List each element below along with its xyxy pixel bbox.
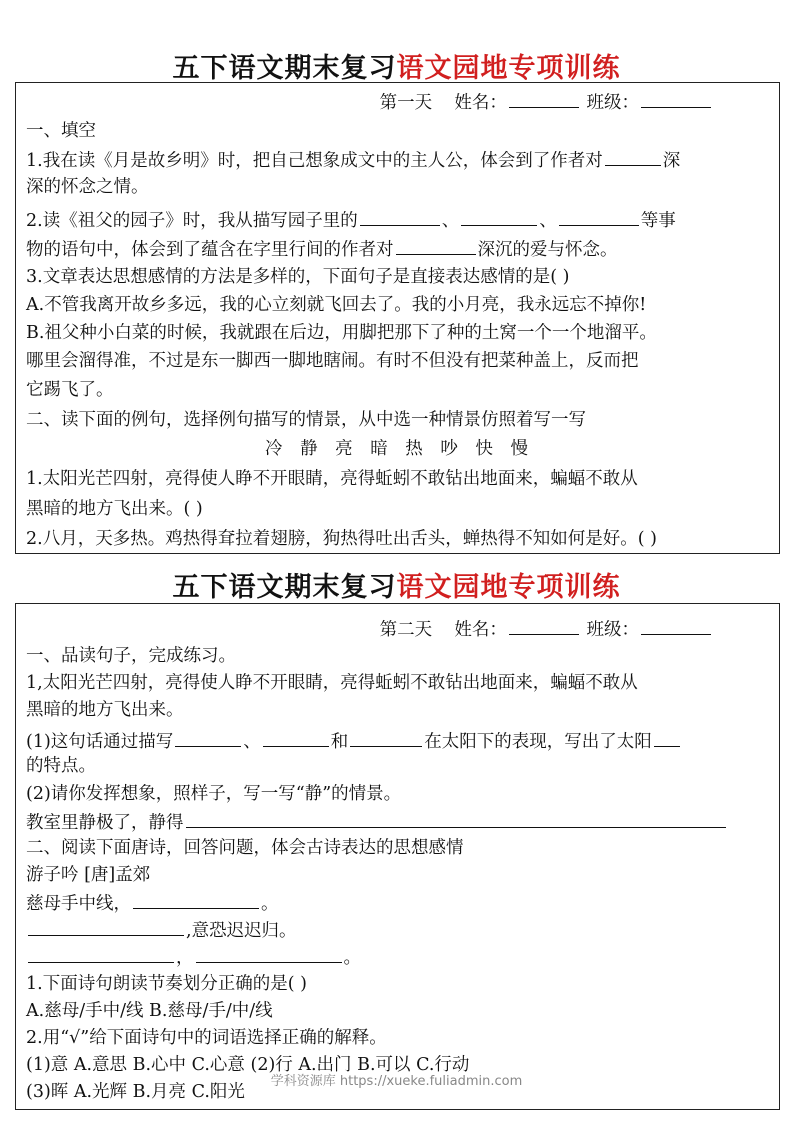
answer-blank[interactable] bbox=[28, 917, 184, 936]
option-line: 它踢飞了。 bbox=[26, 380, 114, 400]
answer-blank[interactable] bbox=[396, 236, 476, 255]
question-line: 教室里静极了，静得 bbox=[26, 809, 773, 835]
answer-blank[interactable] bbox=[654, 728, 680, 747]
question-line: (2)请你发挥想象，照样子，写一写“静”的情景。 bbox=[26, 784, 402, 804]
answer-blank[interactable] bbox=[186, 809, 726, 828]
example-line: 2.八月，天多热。鸡热得耷拉着翅膀，狗热得吐出舌头，蝉热得不知如何是好。( ) bbox=[26, 529, 657, 549]
question-line: 1.下面诗句朗读节奏划分正确的是( ) bbox=[26, 974, 307, 994]
question-line: (1)这句话通过描写 、 和 在太阳下的表现，写出了太阳 bbox=[26, 728, 773, 754]
student-info-header bbox=[26, 616, 773, 642]
answer-blank[interactable] bbox=[605, 147, 661, 166]
name-field[interactable] bbox=[509, 616, 579, 635]
question-line: 1.我在读《月是故乡明》时，把自己想象成文中的主人公，体会到了作者对 深 bbox=[26, 147, 773, 173]
answer-blank[interactable] bbox=[133, 890, 259, 909]
answer-blank[interactable] bbox=[28, 944, 174, 963]
answer-blank[interactable] bbox=[196, 944, 342, 963]
page-title-1 bbox=[0, 46, 793, 85]
option-line: 哪里会溜得准，不过是东一脚西一脚地瞎闹。有时不但没有把菜种盖上，反而把 bbox=[26, 351, 639, 371]
answer-blank[interactable] bbox=[360, 207, 440, 226]
option-line: (3)晖 A.光辉 B.月亮 C.阳光 bbox=[26, 1082, 245, 1102]
section-heading: 二、读下面的例句，选择例句描写的情景，从中选一种情景仿照着写一写 bbox=[26, 410, 586, 430]
day-label: 第一天 bbox=[379, 93, 433, 113]
poem-line: 慈母手中线， 。 bbox=[26, 890, 773, 916]
question-line: 深的怀念之情。 bbox=[26, 177, 149, 197]
poem-line: ， 。 bbox=[26, 944, 773, 970]
option-line: B.祖父种小白菜的时候，我就跟在后边，用脚把那下了种的土窝一个一个地溜平。 bbox=[26, 323, 657, 343]
worksheet-day2 bbox=[15, 603, 780, 1110]
answer-blank[interactable] bbox=[461, 207, 537, 226]
example-line: 黑暗的地方飞出来。( ) bbox=[26, 499, 203, 519]
question-line: 3.文章表达思想感情的方法是多样的，下面句子是直接表达感情的是( ) bbox=[26, 267, 570, 287]
title-highlight: 语文园地专项训练 bbox=[396, 53, 621, 84]
title-text: 五下语文期末复习 bbox=[172, 572, 397, 603]
passage-line: 1,太阳光芒四射，亮得使人睁不开眼睛，亮得蚯蚓不敢钻出地面来，蝙蝠不敢从 bbox=[26, 673, 638, 693]
passage-line: 黑暗的地方飞出来。 bbox=[26, 700, 184, 720]
answer-blank[interactable] bbox=[263, 728, 329, 747]
section-heading: 一、填空 bbox=[26, 121, 96, 141]
page-title-2 bbox=[0, 565, 793, 604]
question-line: 2.读《祖父的园子》时，我从描写园子里的 、 、 等事 bbox=[26, 207, 773, 233]
option-line: A.不管我离开故乡多远，我的心立刻就飞回去了。我的小月亮，我永远忘不掉你! bbox=[26, 295, 647, 315]
poem-line: ,意恐迟迟归。 bbox=[26, 917, 773, 943]
day-label: 第二天 bbox=[379, 620, 433, 640]
watermark-footer: 学科资源库 https://xueke.fuliadmin.com bbox=[270, 1074, 523, 1089]
student-info-header bbox=[26, 89, 773, 115]
question-line: 物的语句中，体会到了蕴含在字里行间的作者对 深沉的爱与怀念。 bbox=[26, 236, 773, 262]
question-line: 的特点。 bbox=[26, 756, 96, 776]
answer-blank[interactable] bbox=[350, 728, 422, 747]
option-line: (1)意 A.意思 B.心中 C.心意 (2)行 A.出门 B.可以 C.行动 bbox=[26, 1055, 470, 1075]
title-highlight: 语文园地专项训练 bbox=[396, 572, 621, 603]
name-label: 姓名： bbox=[454, 93, 507, 113]
question-line: 2.用“√”给下面诗句中的词语选择正确的解释。 bbox=[26, 1028, 387, 1048]
title-text: 五下语文期末复习 bbox=[172, 53, 397, 84]
answer-blank[interactable] bbox=[559, 207, 639, 226]
scene-word-list: 冷 静 亮 暗 热 吵 快 慢 bbox=[265, 439, 534, 459]
name-label: 姓名： bbox=[454, 620, 507, 640]
answer-blank[interactable] bbox=[175, 728, 241, 747]
example-line: 1.太阳光芒四射，亮得使人睁不开眼睛，亮得蚯蚓不敢钻出地面来，蝙蝠不敢从 bbox=[26, 469, 638, 489]
section-heading: 一、品读句子，完成练习。 bbox=[26, 646, 236, 666]
option-line: A.慈母/手中/线 B.慈母/手/中/线 bbox=[26, 1001, 273, 1021]
poem-title: 游子吟 [唐]孟郊 bbox=[26, 865, 151, 885]
class-label: 班级： bbox=[586, 620, 639, 640]
class-field[interactable] bbox=[641, 89, 711, 108]
class-label: 班级： bbox=[586, 93, 639, 113]
section-heading: 二、阅读下面唐诗，回答问题，体会古诗表达的思想感情 bbox=[26, 838, 464, 858]
class-field[interactable] bbox=[641, 616, 711, 635]
name-field[interactable] bbox=[509, 89, 579, 108]
worksheet-day1 bbox=[15, 82, 780, 554]
